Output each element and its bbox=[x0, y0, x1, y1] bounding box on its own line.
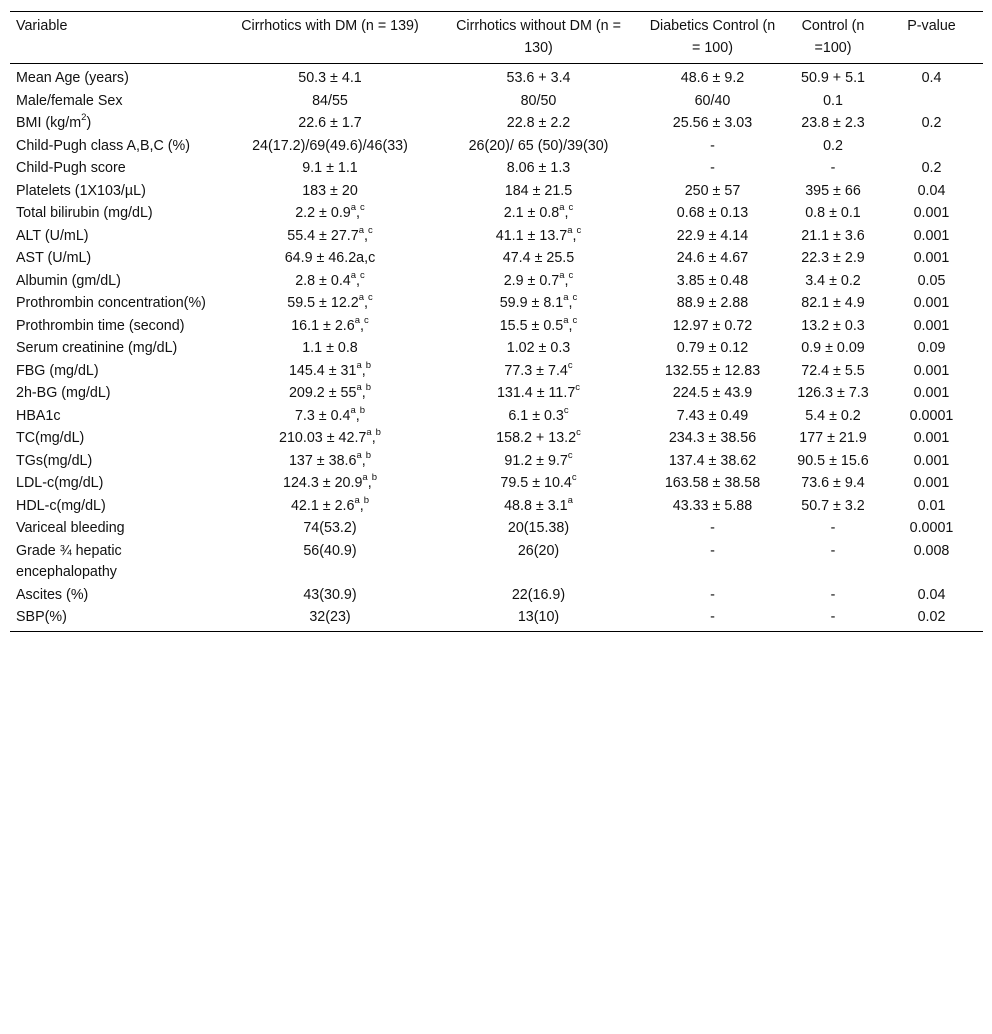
table-row bbox=[10, 606, 983, 631]
cell-control: - bbox=[786, 606, 880, 631]
cell-control: 22.3 ± 2.9 bbox=[801, 250, 865, 266]
clinical-data-table bbox=[10, 11, 983, 632]
table-row bbox=[10, 337, 983, 360]
cell-cirrhotics-with-dm: $209.2 \pm 55^a,^b$ bbox=[288, 382, 372, 401]
cell-diabetics-control: 60/40 bbox=[694, 92, 731, 109]
cell-cirrhotics-with-dm: 9.1 ± 1.1 bbox=[302, 160, 358, 176]
cell-p-value: 0.4 bbox=[921, 70, 942, 86]
table-row bbox=[10, 495, 983, 518]
cell-variable: HDL-c(mg/dL) bbox=[16, 497, 106, 514]
table-row bbox=[10, 90, 983, 113]
cell-control: - bbox=[830, 542, 836, 559]
cell-p-value: 0.0001 bbox=[909, 520, 954, 536]
cell-variable: Platelets (1X103/µL) bbox=[16, 182, 146, 199]
table-row bbox=[10, 135, 983, 158]
cell-p-value bbox=[880, 90, 983, 113]
cell-variable: FBG (mg/dL) bbox=[16, 362, 99, 379]
cell-p-value: 0.04 bbox=[917, 182, 946, 199]
cell-cirrhotics-without-dm: 158.2 + 13.2$^c$ bbox=[496, 427, 581, 446]
cell-variable: Male/female Sex bbox=[16, 92, 123, 109]
cell-cirrhotics-with-dm: 43(30.9) bbox=[303, 586, 357, 603]
cell-cirrhotics-without-dm: 2.9 ± 0.7$^a$,$^c$ bbox=[503, 269, 574, 289]
cell-control: 72.4 ± 5.5 bbox=[801, 362, 865, 379]
cell-variable: Albumin (gm/dL) bbox=[16, 272, 121, 289]
cell-diabetics-control: 234.3 ± 38.56 bbox=[668, 430, 757, 446]
cell-variable: Ascites (%) bbox=[16, 586, 89, 603]
cell-cirrhotics-without-dm: 20(15.38) bbox=[507, 520, 570, 536]
cell-p-value: 0.04 bbox=[917, 586, 946, 603]
cell-cirrhotics-without-dm: 13(10) bbox=[438, 606, 639, 631]
cell-cirrhotics-with-dm: 2.8 ± 0.4$^a$,$^c$ bbox=[295, 269, 365, 289]
cell-cirrhotics-without-dm: 80/50 bbox=[520, 92, 557, 109]
cell-cirrhotics-with-dm: 2.2 ± 0.9$^a$,$^c$ bbox=[295, 202, 365, 221]
cell-diabetics-control: 25.56 ± 3.03 bbox=[672, 115, 753, 131]
cell-diabetics-control: - bbox=[710, 542, 715, 559]
cell-control: 0.1 bbox=[823, 92, 843, 109]
cell-cirrhotics-with-dm: 7.3 ± 0.4$^a$,$^b$ bbox=[294, 404, 366, 424]
header-variable: Variable bbox=[10, 12, 222, 64]
cell-control: 395 ± 66 bbox=[805, 182, 861, 199]
cell-diabetics-control: 12.97 ± 0.72 bbox=[672, 317, 753, 334]
table-body bbox=[10, 64, 983, 632]
cell-control: - bbox=[830, 586, 836, 603]
table-row bbox=[10, 540, 983, 584]
header-p-value: P-value bbox=[880, 12, 983, 64]
cell-control: 126.3 ± 7.3 bbox=[797, 385, 869, 401]
cell-cirrhotics-without-dm: 8.06 ± 1.3 bbox=[506, 160, 571, 176]
table-row bbox=[10, 112, 983, 135]
cell-cirrhotics-with-dm: 55.4 ± 27.7$^a$,$^c$ bbox=[287, 224, 373, 244]
cell-cirrhotics-without-dm: 26(20)/ 65 (50)/39(30) bbox=[468, 137, 609, 154]
table-row bbox=[10, 247, 983, 270]
cell-variable: Variceal bleeding bbox=[16, 520, 125, 536]
cell-cirrhotics-with-dm: 32(23) bbox=[222, 606, 438, 631]
cell-cirrhotics-without-dm: 15.5 ± 0.5$^a$,$^c$ bbox=[499, 314, 578, 334]
cell-variable: Mean Age (years) bbox=[16, 70, 129, 86]
cell-control: 0.2 bbox=[823, 137, 843, 154]
cell-diabetics-control: 0.79 ± 0.12 bbox=[676, 340, 749, 356]
cell-diabetics-control: 137.4 ± 38.62 bbox=[668, 452, 757, 469]
cell-cirrhotics-without-dm: 22(16.9) bbox=[511, 586, 566, 603]
cell-p-value: 0.001 bbox=[913, 295, 950, 311]
cell-cirrhotics-with-dm: 183 ± 20 bbox=[302, 182, 358, 199]
cell-cirrhotics-without-dm: 131.4 ± 11.7$^c$ bbox=[496, 382, 581, 401]
cell-diabetics-control: 224.5 ± 43.9 bbox=[672, 385, 753, 401]
cell-diabetics-control: - bbox=[710, 520, 715, 536]
cell-diabetics-control: 250 ± 57 bbox=[684, 182, 741, 199]
cell-cirrhotics-without-dm: 59.9 ± 8.1$^a$,$^c$ bbox=[499, 292, 578, 311]
cell-control: 0.9 ± 0.09 bbox=[801, 340, 865, 356]
cell-variable: Child-Pugh score bbox=[16, 160, 126, 176]
cell-control: 0.8 ± 0.1 bbox=[805, 205, 861, 221]
cell-cirrhotics-with-dm: 50.3 ± 4.1 bbox=[298, 70, 362, 86]
header-control: Control (n =100) bbox=[786, 12, 880, 64]
cell-cirrhotics-without-dm: 26(20) bbox=[517, 542, 560, 559]
cell-control: 5.4 ± 0.2 bbox=[805, 407, 861, 424]
cell-control: 82.1 ± 4.9 bbox=[801, 295, 865, 311]
table-row bbox=[10, 584, 983, 607]
cell-p-value: 0.001 bbox=[913, 250, 950, 266]
cell-cirrhotics-with-dm: 84/55 bbox=[312, 92, 348, 109]
header-diabetics-control: Diabetics Control (n = 100) bbox=[639, 12, 786, 64]
table-row bbox=[10, 450, 983, 473]
cell-control: 23.8 ± 2.3 bbox=[801, 115, 865, 131]
table-row bbox=[10, 382, 983, 405]
cell-p-value: 0.001 bbox=[913, 430, 950, 446]
cell-diabetics-control: - bbox=[710, 137, 715, 154]
table-row bbox=[10, 202, 983, 225]
cell-diabetics-control: 132.55 ± 12.83 bbox=[664, 362, 761, 379]
cell-diabetics-control: 43.33 ± 5.88 bbox=[672, 497, 753, 514]
cell-variable: HBA1c bbox=[16, 407, 61, 424]
cell-variable: Prothrombin concentration(%) bbox=[16, 295, 206, 311]
table-row bbox=[10, 180, 983, 203]
table-row bbox=[10, 225, 983, 248]
cell-variable: SBP(%) bbox=[10, 606, 222, 631]
cell-cirrhotics-without-dm: 53.6 + 3.4 bbox=[506, 70, 571, 86]
cell-variable: ALT (U/mL) bbox=[16, 227, 89, 244]
cell-diabetics-control: 22.9 ± 4.14 bbox=[676, 227, 749, 244]
cell-p-value: 0.0001 bbox=[909, 407, 954, 424]
cell-diabetics-control: - bbox=[710, 160, 715, 176]
cell-cirrhotics-without-dm: 6.1 ± 0.3$^c$ bbox=[508, 404, 569, 424]
cell-variable: AST (U/mL) bbox=[16, 250, 92, 266]
cell-diabetics-control: 7.43 ± 0.49 bbox=[676, 407, 749, 424]
cell-cirrhotics-with-dm: 24(17.2)/69(49.6)/46(33) bbox=[252, 137, 408, 154]
cell-p-value: 0.05 bbox=[917, 272, 946, 289]
table-row bbox=[10, 270, 983, 293]
table-row bbox=[10, 405, 983, 428]
cell-cirrhotics-with-dm: 56(40.9) bbox=[303, 542, 357, 559]
cell-p-value bbox=[880, 135, 983, 158]
cell-variable: BMI $(kg/m^2)$ bbox=[16, 112, 92, 131]
cell-variable: TGs(mg/dL) bbox=[16, 452, 93, 469]
table-row bbox=[10, 315, 983, 338]
cell-control: - bbox=[830, 520, 836, 536]
header-cirrhotics-with-dm: Cirrhotics with DM (n = 139) bbox=[222, 12, 438, 64]
cell-diabetics-control: 48.6 ± 9.2 bbox=[680, 70, 745, 86]
table-row bbox=[10, 360, 983, 383]
cell-diabetics-control: 88.9 ± 2.88 bbox=[676, 295, 749, 311]
cell-p-value: 0.001 bbox=[913, 475, 950, 491]
cell-cirrhotics-without-dm: 79.5 ± 10.4$^c$ bbox=[500, 472, 577, 491]
cell-p-value: 0.001 bbox=[913, 385, 950, 401]
cell-p-value: 0.001 bbox=[913, 205, 950, 221]
cell-p-value: 0.001 bbox=[913, 452, 950, 469]
cell-control: 50.7 ± 3.2 bbox=[801, 497, 865, 514]
cell-control: 177 ± 21.9 bbox=[799, 430, 867, 446]
cell-p-value: 0.2 bbox=[921, 115, 942, 131]
cell-cirrhotics-without-dm: 77.3 ± 7.4$^c$ bbox=[504, 359, 573, 379]
cell-variable: LDL-c(mg/dL) bbox=[16, 475, 104, 491]
cell-control: 13.2 ± 0.3 bbox=[801, 317, 865, 334]
cell-cirrhotics-with-dm: 22.6 ± 1.7 bbox=[298, 115, 362, 131]
cell-variable: Grade ¾ hepatic encephalopathy bbox=[16, 542, 122, 580]
cell-p-value: 0.2 bbox=[921, 160, 942, 176]
cell-diabetics-control: 3.85 ± 0.48 bbox=[676, 272, 749, 289]
cell-cirrhotics-without-dm: 184 ± 21.5 bbox=[504, 182, 573, 199]
cell-cirrhotics-with-dm: 137 ± 38.6$^a$,$^b$ bbox=[288, 449, 372, 469]
cell-p-value: 0.01 bbox=[917, 497, 946, 514]
cell-cirrhotics-with-dm: 64.9 ± 46.2a,c bbox=[284, 250, 376, 266]
header-cirrhotics-without-dm: Cirrhotics without DM (n = 130) bbox=[438, 12, 639, 64]
cell-variable: Total bilirubin (mg/dL) bbox=[16, 205, 153, 221]
cell-diabetics-control: - bbox=[710, 586, 715, 603]
cell-variable: Serum creatinine (mg/dL) bbox=[16, 340, 178, 356]
table-row bbox=[10, 472, 983, 495]
cell-diabetics-control: 0.68 ± 0.13 bbox=[676, 205, 749, 221]
cell-control: 90.5 ± 15.6 bbox=[797, 452, 869, 469]
cell-variable: 2h-BG (mg/dL) bbox=[16, 385, 111, 401]
cell-p-value: 0.02 bbox=[880, 606, 983, 631]
cell-p-value: 0.001 bbox=[913, 317, 950, 334]
cell-cirrhotics-without-dm: 41.1 ± 13.7$^a$,$^c$ bbox=[495, 224, 582, 244]
cell-cirrhotics-with-dm: 210.03 ± 42.7$^a$,$^b$ bbox=[279, 427, 381, 446]
data-table-container bbox=[10, 11, 983, 632]
table-row bbox=[10, 517, 983, 540]
cell-variable: Child-Pugh class A,B,C (%) bbox=[16, 137, 191, 154]
table-row bbox=[10, 157, 983, 180]
cell-cirrhotics-without-dm: 91.2 ± 9.7$^c$ bbox=[504, 449, 573, 469]
cell-diabetics-control: 163.58 ± 38.58 bbox=[664, 475, 761, 491]
cell-control: 73.6 ± 9.4 bbox=[801, 475, 865, 491]
cell-p-value: 0.09 bbox=[917, 340, 946, 356]
cell-p-value: 0.001 bbox=[913, 362, 950, 379]
cell-control: 3.4 ± 0.2 bbox=[805, 272, 861, 289]
cell-cirrhotics-without-dm: 2.1 ± 0.8$^a$,$^c$ bbox=[503, 202, 574, 221]
cell-p-value: 0.008 bbox=[913, 542, 950, 559]
cell-control: - bbox=[830, 160, 836, 176]
header-row bbox=[10, 12, 983, 64]
cell-cirrhotics-with-dm: 74(53.2) bbox=[303, 520, 357, 536]
cell-cirrhotics-with-dm: 1.1 ± 0.8 bbox=[302, 340, 358, 356]
cell-cirrhotics-without-dm: 47.4 ± 25.5 bbox=[502, 250, 575, 266]
cell-variable: TC(mg/dL) bbox=[16, 430, 85, 446]
cell-cirrhotics-without-dm: 1.02 ± 0.3 bbox=[506, 340, 571, 356]
cell-cirrhotics-with-dm: $145.4 \pm 31^a,^b$ bbox=[288, 359, 372, 379]
cell-cirrhotics-without-dm: 48.8 ± 3.1$^a$ bbox=[504, 494, 573, 514]
cell-p-value: 0.001 bbox=[913, 227, 950, 244]
table-row bbox=[10, 64, 983, 90]
table-row bbox=[10, 292, 983, 315]
cell-diabetics-control: - bbox=[639, 606, 786, 631]
cell-cirrhotics-with-dm: 16.1 ± 2.6$^a$,$^c$ bbox=[291, 314, 369, 334]
table-header bbox=[10, 12, 983, 64]
table-row bbox=[10, 427, 983, 450]
cell-control: 21.1 ± 3.6 bbox=[801, 227, 865, 244]
cell-control: 50.9 + 5.1 bbox=[801, 70, 865, 86]
cell-variable: Prothrombin time (second) bbox=[16, 317, 185, 334]
cell-cirrhotics-without-dm: 22.8 ± 2.2 bbox=[506, 115, 571, 131]
cell-diabetics-control: 24.6 ± 4.67 bbox=[676, 250, 749, 266]
cell-cirrhotics-with-dm: 124.3 ± 20.9$^a$,$^b$ bbox=[283, 472, 377, 491]
cell-cirrhotics-with-dm: 59.5 ± 12.2$^a$,$^c$ bbox=[287, 292, 373, 311]
cell-cirrhotics-with-dm: 42.1 ± 2.6$^a$,$^b$ bbox=[290, 494, 370, 514]
